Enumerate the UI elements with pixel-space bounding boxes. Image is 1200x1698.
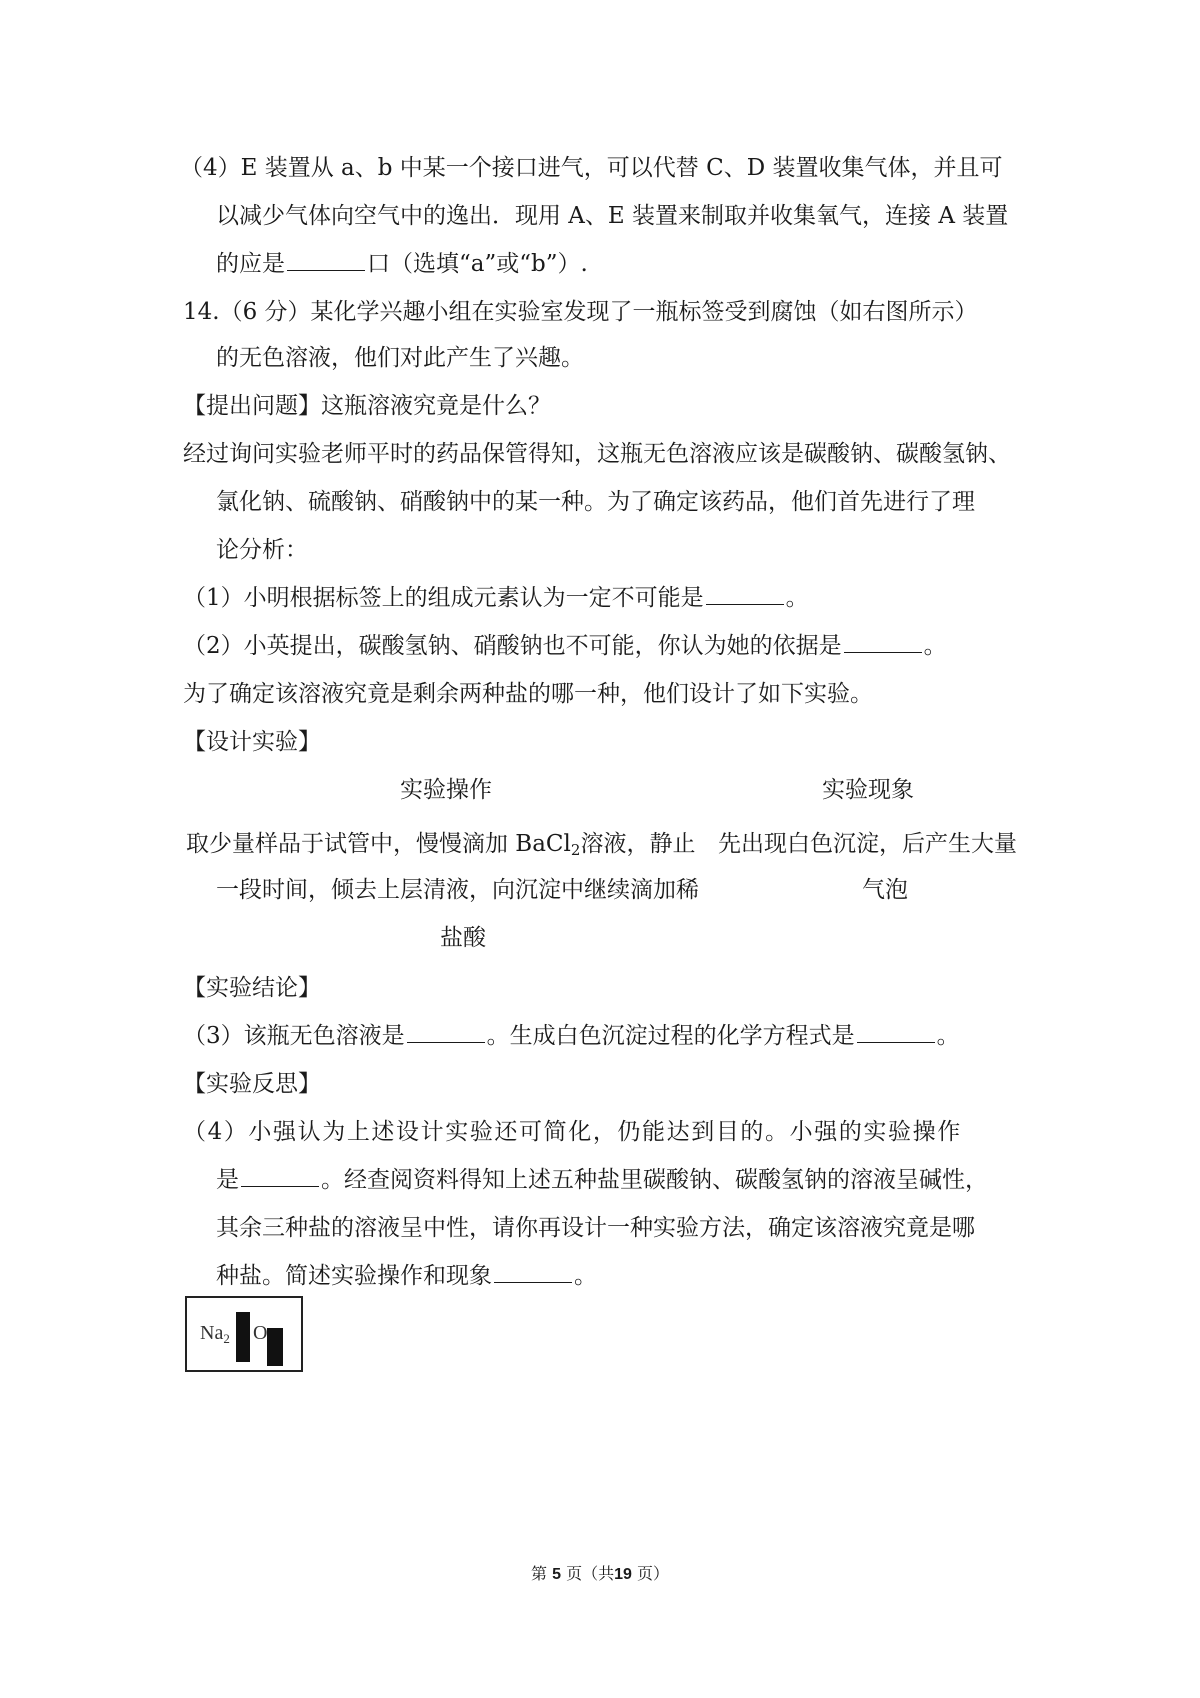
page-number: 5 [552,1566,561,1583]
question-1-text: （1）小明根据标签上的组成元素认为一定不可能是 [183,585,704,611]
question-4-line4-pre: 种盐。简述实验操作和现象 [216,1263,492,1289]
question-4-line4 [216,1260,597,1292]
q14-intro-line2: 的无色溶液，他们对此产生了兴趣。 [216,345,584,371]
answer-blank [407,1020,485,1043]
info-line1: 经过询问实验老师平时的药品保管得知，这瓶无色溶液应该是碳酸钠、碳酸氢钠、 [183,441,1011,467]
question-4-line2 [216,1164,988,1196]
answer-blank [706,582,784,605]
answer-blank [287,248,365,271]
page-footer: 第 5 页（共19 页） [530,1564,670,1583]
table-phenomenon-line1: 先出现白色沉淀，后产生大量 [718,831,1017,857]
table-header-operation: 实验操作 [400,777,492,803]
question-4-line2-post: 。经查阅资料得知上述五种盐里碳酸钠、碳酸氢钠的溶液呈碱性， [321,1167,988,1193]
reflection-heading: 【实验反思】 [183,1071,321,1097]
q14-intro-line1: 14.（6 分）某化学兴趣小组在实验室发现了一瓶标签受到腐蚀（如右图所示） [183,299,978,325]
question-1 [183,582,809,614]
q13-4-line1: （4）E 装置从 a、b 中某一个接口进气，可以代替 C、D 装置收集气体，并且可 [180,155,1003,181]
answer-blank [494,1260,572,1283]
operation-line1-post: 溶液，静止 [580,831,696,857]
design-heading: 【设计实验】 [183,729,321,755]
table-phenomenon-line2: 气泡 [862,877,908,903]
corrosion-mark [236,1312,250,1362]
table-operation-line1 [186,828,695,866]
label-o-text: O [253,1322,268,1344]
question-3-text: （3）该瓶无色溶液是 [183,1023,405,1049]
question-3-mid: 。生成白色沉淀过程的化学方程式是 [486,1023,855,1049]
answer-blank [844,630,922,653]
corrosion-mark [267,1328,283,1366]
q13-4-line3-post: 口（选填“a”或“b”）. [367,251,588,277]
q13-4-line3 [216,248,588,280]
question-4-line2-pre: 是 [216,1167,239,1193]
total-pages: 19 [614,1566,632,1583]
info-line3: 论分析： [216,537,308,563]
question-4-line3: 其余三种盐的溶液呈中性，请你再设计一种实验方法，确定该溶液究竟是哪 [216,1215,975,1241]
question-4-line1: （4）小强认为上述设计实验还可简化，仍能达到目的。小强的实验操作 [183,1119,962,1145]
bacl2-subscript: 2 [570,841,581,859]
question-2-end: 。 [923,633,947,659]
question-2 [183,630,947,662]
q13-4-line2: 以减少气体向空气中的逸出．现用 A、E 装置来制取并收集氧气，连接 A 装置 [216,203,1009,229]
table-header-phenomenon: 实验现象 [822,777,914,803]
label-na-text: $Na_2$ [200,1322,230,1346]
answer-blank [857,1020,935,1043]
table-operation-line2: 一段时间，倾去上层清液，向沉淀中继续滴加稀 [216,877,699,903]
conclusion-heading: 【实验结论】 [183,975,321,1001]
question-heading: 【提出问题】这瓶溶液究竟是什么？ [183,393,551,419]
corroded-label-figure [185,1296,303,1372]
question-3 [183,1020,960,1052]
question-2-text: （2）小英提出，碳酸氢钠、硝酸钠也不可能，你认为她的依据是 [183,633,842,659]
q13-4-line3-pre: 的应是 [216,251,285,277]
question-3-end: 。 [936,1023,960,1049]
table-operation-line3: 盐酸 [440,925,486,951]
answer-blank [241,1164,319,1187]
question-1-end: 。 [785,585,809,611]
question-4-line4-post: 。 [574,1263,597,1289]
operation-line1-pre: 取少量样品于试管中，慢慢滴加 BaCl [186,831,571,857]
info-line2: 氯化钠、硫酸钠、硝酸钠中的某一种。为了确定该药品，他们首先进行了理 [216,489,975,515]
transition-text: 为了确定该溶液究竟是剩余两种盐的哪一种，他们设计了如下实验。 [183,681,873,707]
